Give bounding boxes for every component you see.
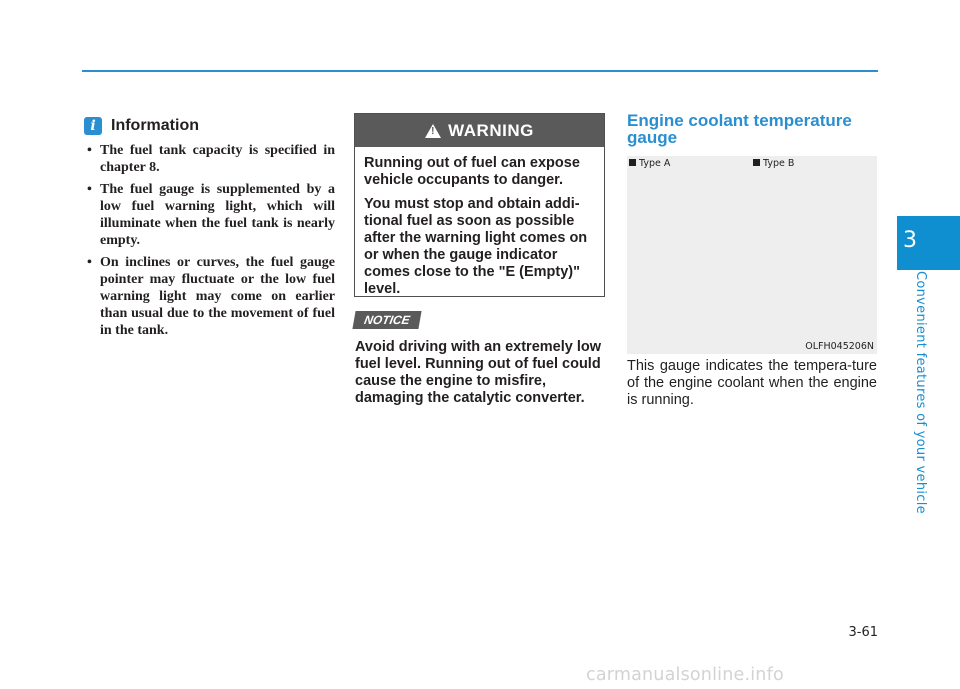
gauge-figure xyxy=(627,156,877,354)
type-a-label: Type A xyxy=(629,158,670,169)
notice-badge: NOTICE xyxy=(352,311,421,329)
gauge-description: This gauge indicates the tempera-ture of the engine coolant when the engine is running. xyxy=(627,358,877,408)
section-heading: Engine coolant temperature gauge xyxy=(627,111,852,147)
watermark: carmanualsonline.info xyxy=(586,665,784,685)
top-rule xyxy=(82,70,878,72)
information-list xyxy=(85,142,335,344)
warning-box xyxy=(354,113,605,297)
warning-paragraph: You must stop and obtain addi-tional fuel as soon as possible after the warning light comes on or when the gauge indicator comes close to the "E (Empty)" level. xyxy=(364,196,588,297)
square-bullet-icon xyxy=(629,159,636,166)
page-number: 3-61 xyxy=(848,625,878,640)
warning-body xyxy=(355,147,604,298)
warning-title: WARNING xyxy=(448,120,534,140)
figure-code: OLFH045206N xyxy=(805,341,874,352)
information-item: • The fuel tank capacity is specified in chapter 8. xyxy=(87,143,335,175)
chapter-title: Convenient features of your vehicle xyxy=(913,271,928,514)
warning-triangle-icon: ! xyxy=(425,124,441,138)
type-b-label: Type B xyxy=(753,158,794,169)
information-header xyxy=(84,116,199,136)
warning-header xyxy=(355,114,604,147)
information-item: • The fuel gauge is supplemented by a low fuel warning light, which will illuminate when the fuel tank is nearly empty. xyxy=(87,182,335,248)
info-icon: i xyxy=(84,117,102,135)
information-title: Information xyxy=(111,117,199,134)
warning-paragraph: Running out of fuel can expose vehicle occupants to danger. xyxy=(364,155,580,188)
square-bullet-icon xyxy=(753,159,760,166)
chapter-number: 3 xyxy=(903,228,917,253)
information-item: • On inclines or curves, the fuel gauge pointer may fluctuate or the low fuel warning light may come on earlier than usual due to the movement of fuel in the tank. xyxy=(87,255,335,338)
notice-text: Avoid driving with an extremely low fuel level. Running out of fuel could cause the engine to misfire, damaging the catalytic converter. xyxy=(355,339,602,406)
chapter-tab xyxy=(897,216,960,270)
